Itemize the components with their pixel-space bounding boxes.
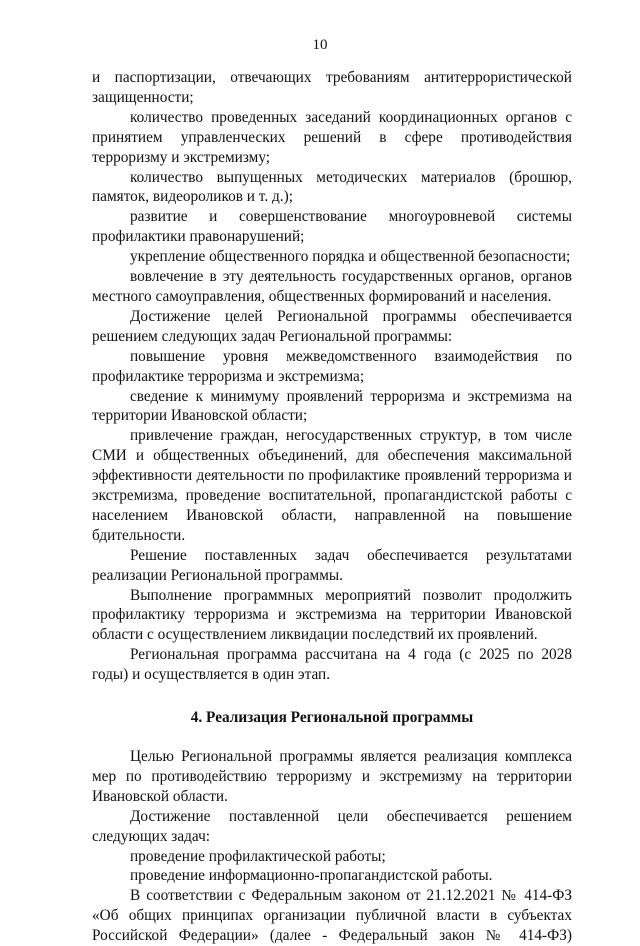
spacer — [92, 685, 572, 708]
section-heading: 4. Реализация Региональной программы — [190, 709, 474, 727]
list-item: сведение к минимуму проявлений терроризма и экстремизма на территории Ивановской области; — [92, 387, 572, 425]
paragraph: Региональная программа рассчитана на 4 года (с 2025 по 2028 годы) и осуществляется в один этап. — [92, 646, 572, 684]
paragraph: Решение поставленных задач обеспечивается результатами реализации Региональной программы. — [92, 546, 572, 584]
page-number: 10 — [312, 37, 328, 53]
list-item: привлечение граждан, негосударственных структур, в том числе СМИ и общественных объединений, для обеспечения максимальной эффективности деятельности по профилактике проявлений терроризма и экстремизма, проведение воспитательной, пропагандистской работы с населением Ивановской области, направленной на повышение бдительности. — [92, 427, 572, 544]
paragraph: Достижение поставленной цели обеспечивается решением следующих задач: — [92, 807, 572, 845]
paragraph: Целью Региональной программы является реализация комплекса мер по противодействию терроризму и экстремизму на территории Ивановской области. — [92, 748, 572, 805]
list-item: количество выпущенных методических материалов (брошюр, памяток, видеороликов и т. д.); — [92, 168, 572, 206]
document-body — [92, 68, 572, 946]
paragraph: Выполнение программных мероприятий позволит продолжить профилактику терроризма и экстремизма на территории Ивановской области с осуществлением ликвидации последствий их проявлений. — [92, 586, 572, 644]
list-item: повышение уровня межведомственного взаимодействия по профилактике терроризма и экстремизма; — [92, 347, 572, 385]
spacer — [92, 728, 572, 747]
paragraph: В соответствии с Федеральным законом от 21.12.2021 № 414-ФЗ «Об общих принципах организации публичной власти в субъектах Российской Федерации» (далее - Федеральный закон № 414-ФЗ) — [92, 887, 572, 945]
list-item: укрепление общественного порядка и общественной безопасности; — [130, 248, 571, 266]
list-item: вовлечение в эту деятельность государственных органов, органов местного самоуправления, общественных формирований и населения. — [92, 268, 572, 305]
paragraph-continuation: и паспортизации, отвечающих требованиям антитеррористической защищенности; — [92, 69, 572, 106]
list-item: проведение информационно-пропагандистской работы. — [130, 867, 493, 885]
paragraph: Достижение целей Региональной программы обеспечивается решением следующих задач Региональной программы: — [92, 307, 572, 345]
list-item: количество проведенных заседаний координационных органов с принятием управленческих решений в сфере противодействия терроризму и экстремизму; — [92, 108, 572, 166]
list-item: проведение профилактической работы; — [130, 847, 386, 865]
list-item: развитие и совершенствование многоуровневой системы профилактики правонарушений; — [92, 208, 572, 246]
